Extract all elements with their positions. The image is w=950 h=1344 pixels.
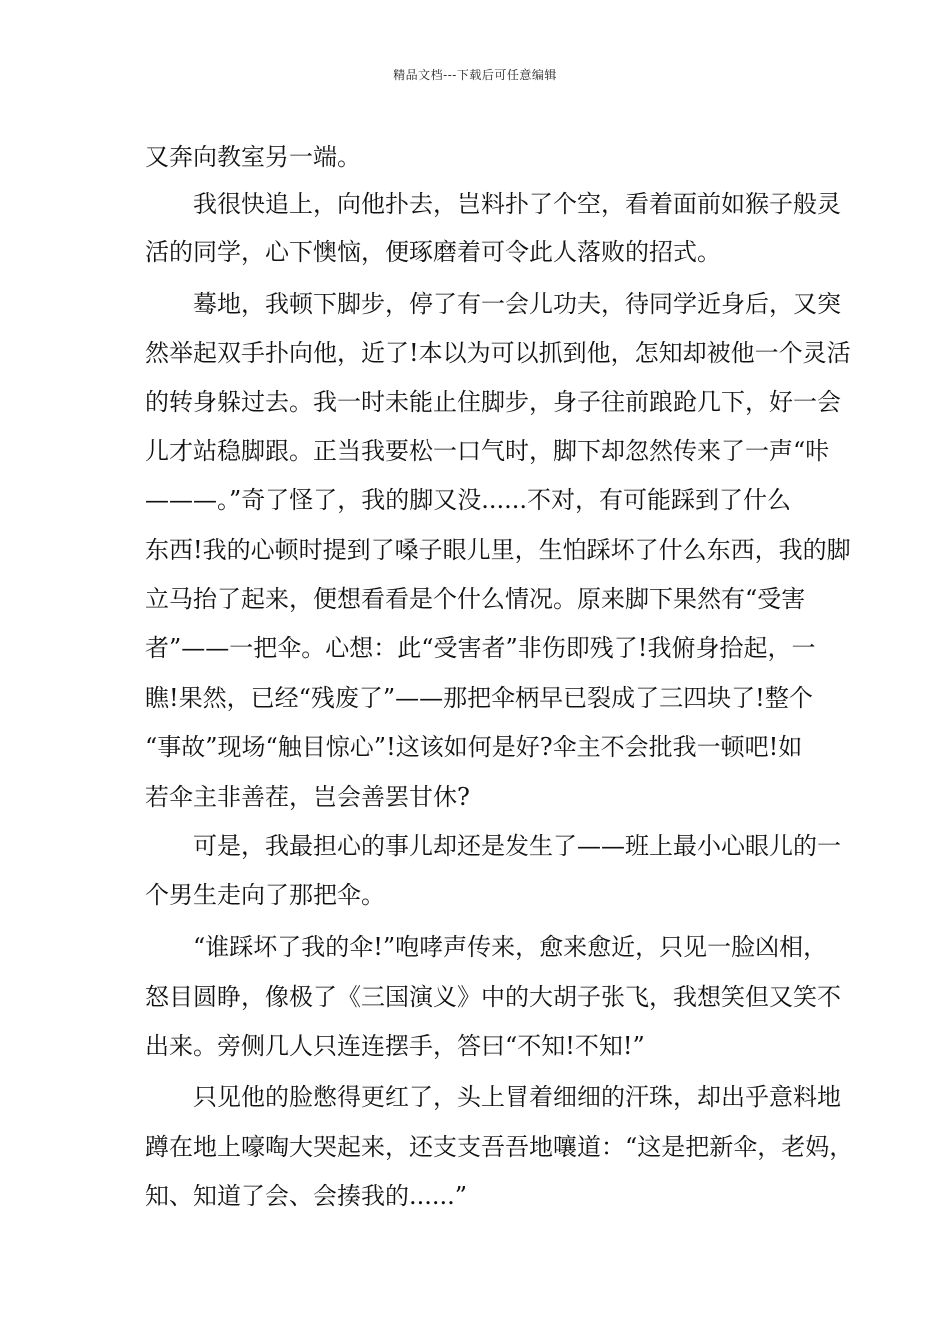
text-line: 个男生走向了那把伞。 bbox=[145, 881, 385, 909]
text-line: ———。”奇了怪了，我的脚又没......不对，有可能踩到了什么 bbox=[145, 486, 792, 514]
paragraph-start-line: 可是，我最担心的事儿却还是发生了——班上最小心眼儿的一 bbox=[193, 832, 841, 860]
text-line: 然举起双手扑向他，近了!本以为可以抓到他，怎知却被他一个灵活 bbox=[145, 339, 851, 367]
text-line: “事故”现场“触目惊心”!这该如何是好?伞主不会批我一顿吧!如 bbox=[145, 733, 803, 761]
text-line: 东西!我的心顿时提到了嗓子眼儿里，生怕踩坏了什么东西，我的脚 bbox=[145, 536, 851, 564]
text-line: 出来。旁侧几人只连连摆手，答曰“不知!不知!” bbox=[145, 1032, 645, 1060]
text-line: 立马抬了起来，便想看看是个什么情况。原来脚下果然有“受害 bbox=[145, 585, 806, 613]
paragraph-start-line: 蓦地，我顿下脚步，停了有一会儿功夫，待同学近身后，又突 bbox=[193, 290, 841, 318]
text-line: 又奔向教室另一端。 bbox=[145, 143, 361, 171]
text-line: 活的同学，心下懊恼，便琢磨着可令此人落败的招式。 bbox=[145, 238, 721, 266]
text-line: 知、知道了会、会揍我的......” bbox=[145, 1182, 468, 1210]
text-line: 儿才站稳脚跟。正当我要松一口气时，脚下却忽然传来了一声“咔 bbox=[145, 437, 830, 465]
text-line: 怒目圆睁，像极了《三国演义》中的大胡子张飞，我想笑但又笑不 bbox=[145, 983, 841, 1011]
page-header: 精品文档---下载后可任意编辑 bbox=[393, 68, 557, 82]
paragraph-start-line: “谁踩坏了我的伞!”咆哮声传来，愈来愈近，只见一脸凶相， bbox=[193, 933, 828, 961]
paragraph-start-line: 只见他的脸憋得更红了，头上冒着细细的汗珠，却出乎意料地 bbox=[193, 1083, 841, 1111]
text-line: 瞧!果然，已经“残废了”——那把伞柄早已裂成了三四块了!整个 bbox=[145, 684, 813, 712]
paragraph-start-line: 我很快追上，向他扑去，岂料扑了个空，看着面前如猴子般灵 bbox=[193, 190, 841, 218]
text-line: 蹲在地上嚎啕大哭起来，还支支吾吾地嚷道：“这是把新伞，老妈， bbox=[145, 1133, 854, 1161]
text-line: 者”——一把伞。心想：此“受害者”非伤即残了!我俯身拾起，一 bbox=[145, 634, 816, 662]
text-line: 的转身躲过去。我一时未能止住脚步，身子往前踉跄几下，好一会 bbox=[145, 388, 841, 416]
text-line: 若伞主非善茬，岂会善罢甘休? bbox=[145, 783, 470, 811]
